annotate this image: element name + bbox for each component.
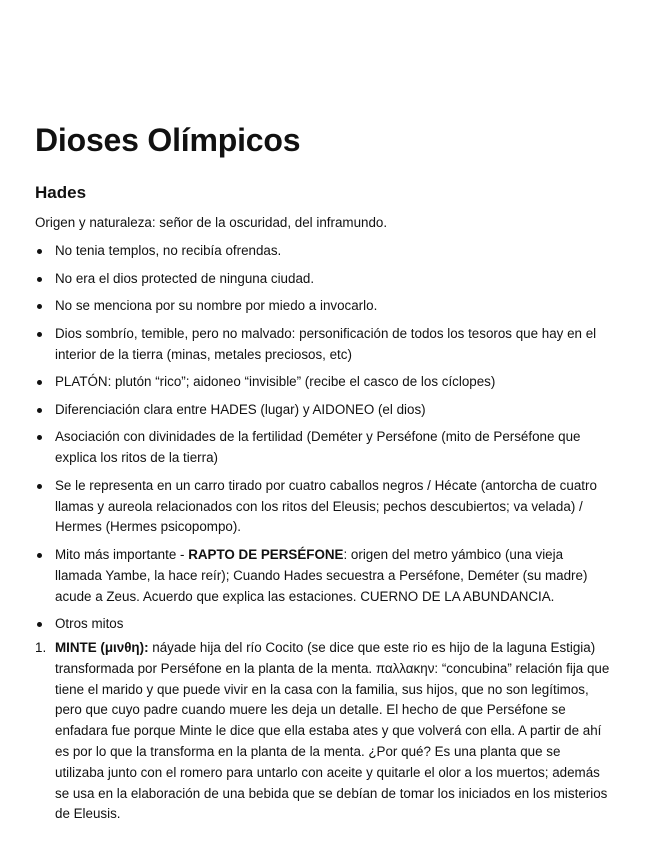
list-item: No tenia templos, no recibía ofrendas. <box>35 241 610 262</box>
list-item: Otros mitos <box>35 614 610 635</box>
bullet-list <box>35 241 610 642</box>
list-item: PLATÓN: plutón “rico”; aidoneo “invisible” (recibe el casco de los cíclopes) <box>35 372 610 393</box>
numbered-item: 1. MINTE (μινθη): náyade hija del río Cocito (se dice que este rio es hijo de la laguna Estigia) transformada por Perséfone en la planta de la menta. παλλακην: “concubina” relación fija que tiene el marido y que puede vivir en la casa con la familia, sus hijos, que no son legítimos, pero que cuyo padre cuando muere les deja un detalle. El hecho de que Perséfone se enfadara fue porque Minte le dice que ella estaba ates y que volverá con ella. A partir de ahí es por lo que la transforma en la planta de la menta. ¿Por qué? Es una planta que se utilizaba junto con el romero para untarlo con aceite y quitarle el olor a los muertos; además se usa en la elaboración de una bebida que se debían de tomar los iniciados en los misterios de Eleusis. <box>35 640 610 822</box>
numbered-list <box>35 638 610 832</box>
section-heading: Hades <box>35 183 87 202</box>
item-number: 1. <box>35 640 47 655</box>
bullet-icon <box>37 332 42 337</box>
list-item: Asociación con divinidades de la fertilidad (Deméter y Perséfone (mito de Perséfone que explica los ritos de la tierra) <box>35 427 610 469</box>
bullet-icon <box>37 277 42 282</box>
page-title: Dioses Olímpicos <box>35 122 301 158</box>
bullet-icon <box>37 249 42 254</box>
list-item: No era el dios protected de ninguna ciudad. <box>35 269 610 290</box>
bullet-icon <box>37 408 42 413</box>
bullet-icon <box>37 553 42 558</box>
list-item: Se le representa en un carro tirado por cuatro caballos negros / Hécate (antorcha de cuatro llamas y aureola relacionados con los ritos del Eleusis; pechos descubiertos; va velada) / Hermes (Hermes psicopompo). <box>35 476 610 538</box>
bullet-icon <box>37 484 42 489</box>
list-item: Mito más importante - RAPTO DE PERSÉFONE: origen del metro yámbico (una vieja llamada Yambe, la hace reír); Cuando Hades secuestra a Perséfone, Deméter (su madre) acude a Zeus. Acuerdo que explica las estaciones. CUERNO DE LA ABUNDANCIA. <box>35 545 610 607</box>
list-item: Dios sombrío, temible, pero no malvado: personificación de todos los tesoros que hay en el interior de la tierra (minas, metales preciosos, etc) <box>35 324 610 366</box>
bullet-icon <box>37 435 42 440</box>
bullet-icon <box>37 304 42 309</box>
intro-paragraph: Origen y naturaleza: señor de la oscuridad, del inframundo. <box>35 215 388 230</box>
list-item: Diferenciación clara entre HADES (lugar) y AIDONEO (el dios) <box>35 400 610 421</box>
bullet-icon <box>37 622 42 627</box>
list-item: No se menciona por su nombre por miedo a invocarlo. <box>35 296 610 317</box>
bullet-icon <box>37 380 42 385</box>
